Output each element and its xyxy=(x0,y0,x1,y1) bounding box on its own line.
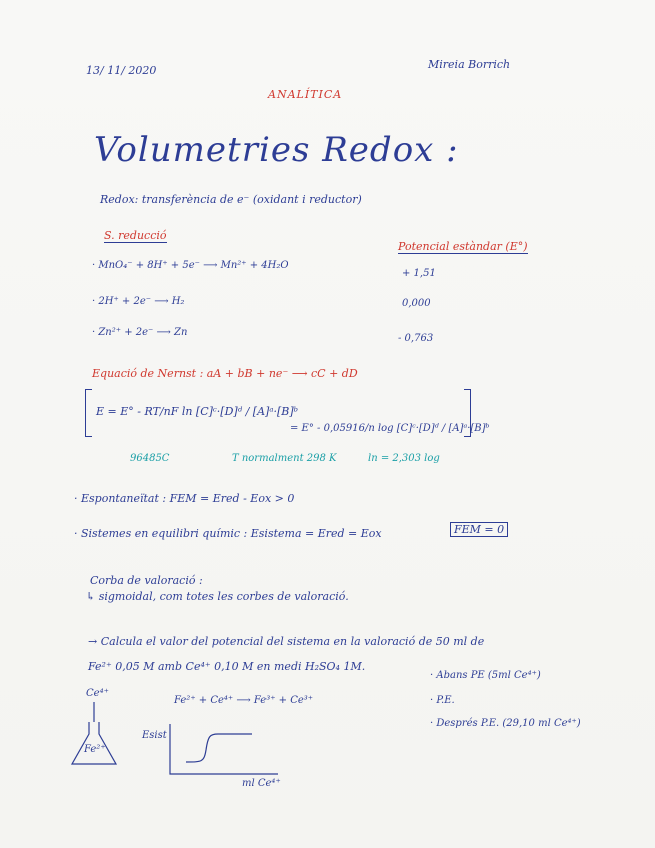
redox-definition: Redox: transferència de e⁻ (oxidant i reductor) xyxy=(100,193,362,206)
burette-label: Ce⁴⁺ xyxy=(86,688,109,699)
fem-box: FEM = 0 xyxy=(450,522,508,537)
spontaneity-bullet: · Espontaneïtat : FEM = Ered - Eox > 0 xyxy=(74,492,295,505)
author-text: Mireia Borrich xyxy=(428,58,511,71)
graph-ylabel: Esist xyxy=(142,730,167,741)
exercise-line2: Fe²⁺ 0,05 M amb Ce⁴⁺ 0,10 M en medi H₂SO₄ 1M. xyxy=(88,660,366,673)
potential-value: 0,000 xyxy=(402,298,431,309)
temperature-note: T normalment 298 K xyxy=(232,453,337,464)
flask-label: Fe²⁺ xyxy=(84,744,106,755)
equilibrium-bullet: · Sistemes en equilibri químic : Esistema = Ered = Eox xyxy=(74,527,382,540)
step-before-pe: · Abans PE (5ml Ce⁴⁺) xyxy=(430,670,541,681)
ln-note: ln = 2,303 log xyxy=(368,453,440,464)
page-title: Volumetries Redox : xyxy=(94,130,459,170)
reduction-label: S. reducció xyxy=(104,229,167,242)
reduction-row: · Zn²⁺ + 2e⁻ ⟶ Zn xyxy=(92,327,188,338)
step-after-pe: · Després P.E. (29,10 ml Ce⁴⁺) xyxy=(430,718,581,729)
left-bracket xyxy=(85,389,92,437)
curve-heading: Corba de valoració : xyxy=(90,574,203,587)
date-text: 13/ 11/ 2020 xyxy=(86,64,157,77)
step-pe: · P.E. xyxy=(430,695,455,706)
nernst-intro: Equació de Nernst : aA + bB + ne⁻ ⟶ cC + dD xyxy=(92,367,358,380)
exercise-reaction: Fe²⁺ + Ce⁴⁺ ⟶ Fe³⁺ + Ce³⁺ xyxy=(174,695,314,706)
potential-value: - 0,763 xyxy=(398,333,434,344)
graph-xlabel: ml Ce⁴⁺ xyxy=(242,778,281,789)
potential-header: Potencial estàndar (E°) xyxy=(398,240,528,253)
faraday-note: 96485C xyxy=(130,453,170,464)
subject-heading: ANALÍTICA xyxy=(268,88,343,101)
reduction-row: · 2H⁺ + 2e⁻ ⟶ H₂ xyxy=(92,296,185,307)
potential-value: + 1,51 xyxy=(402,268,436,279)
flask-drawing xyxy=(64,700,124,770)
reduction-row: · MnO₄⁻ + 8H⁺ + 5e⁻ ⟶ Mn²⁺ + 4H₂O xyxy=(92,260,289,271)
exercise-line1: → Calcula el valor del potencial del sistema en la valoració de 50 ml de xyxy=(88,635,485,648)
curve-note: ↳ sigmoidal, com totes les corbes de valoració. xyxy=(86,590,349,603)
titration-curve-sketch xyxy=(166,722,286,778)
nernst-formula-right: = E° - 0,05916/n log [C]ᶜ·[D]ᵈ / [A]ᵃ·[B]ᵇ xyxy=(290,423,490,434)
nernst-formula-left: E = E° - RT/nF ln [C]ᶜ·[D]ᵈ / [A]ᵃ·[B]ᵇ xyxy=(96,405,299,418)
